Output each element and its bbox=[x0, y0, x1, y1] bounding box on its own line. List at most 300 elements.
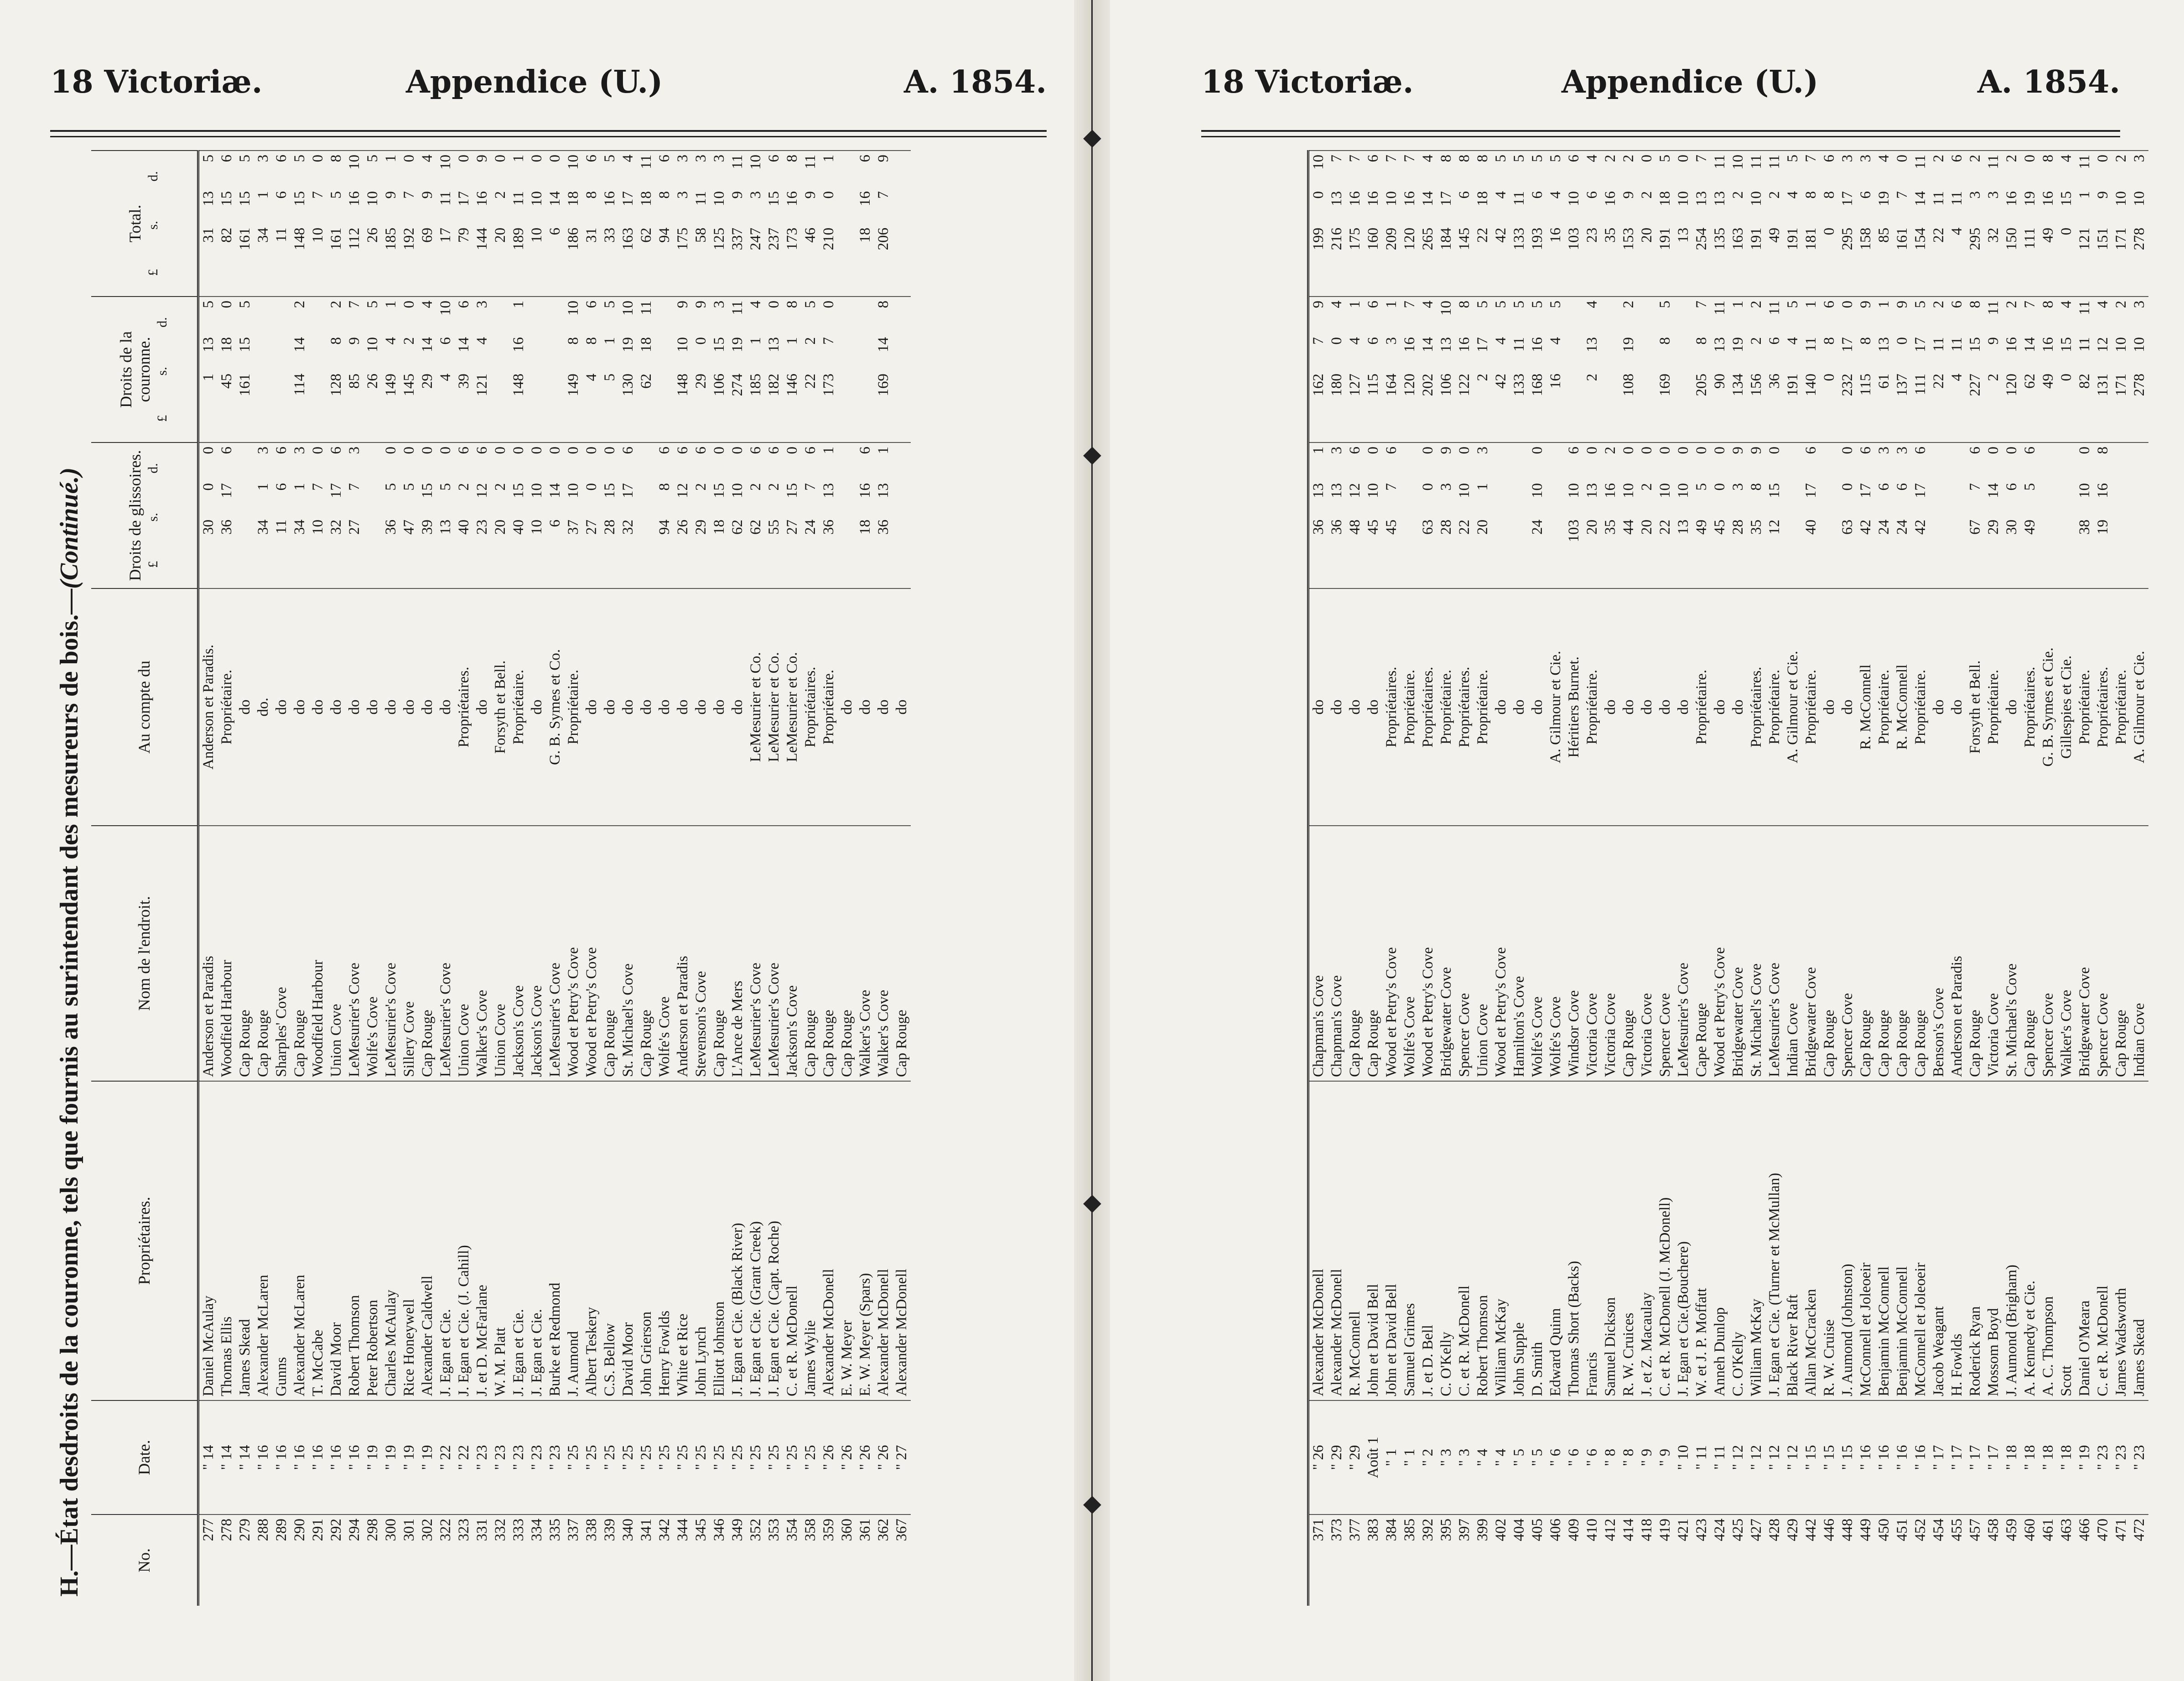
row-proprietaire: Benjamin McConnell bbox=[1893, 1081, 1911, 1400]
pence: 5 bbox=[1511, 301, 1527, 308]
row-endroit: Walker's Cove bbox=[874, 826, 892, 1081]
row-number: 373 bbox=[1328, 1514, 1346, 1606]
pence: 0 bbox=[1894, 155, 1910, 162]
row-day: 25 bbox=[656, 1445, 673, 1460]
row-day: 25 bbox=[583, 1445, 600, 1460]
table-row bbox=[1875, 151, 1893, 1606]
row-glissoires bbox=[1382, 442, 1401, 588]
pounds: 37 bbox=[565, 520, 581, 535]
row-number: 457 bbox=[1966, 1514, 1984, 1606]
table-row bbox=[1638, 151, 1656, 1606]
col-couronne-label: Droits de la couronne. bbox=[117, 331, 153, 408]
row-endroit: Wood et Petry's Cove bbox=[1492, 826, 1510, 1081]
row-date bbox=[892, 1400, 911, 1514]
row-proprietaire: Alexander McDonell bbox=[820, 1081, 838, 1400]
row-day: 23 bbox=[474, 1445, 490, 1460]
row-date bbox=[1930, 1400, 1948, 1514]
row-glissoires bbox=[1528, 442, 1546, 588]
pounds: 2 bbox=[1985, 374, 2002, 381]
shillings: 8 bbox=[583, 191, 600, 199]
row-total bbox=[1419, 151, 1437, 297]
row-total bbox=[1966, 151, 1984, 297]
row-total bbox=[838, 151, 856, 297]
row-endroit: Jackson's Cove bbox=[509, 826, 528, 1081]
shillings: 11 bbox=[1949, 191, 1965, 206]
pounds: 27 bbox=[784, 520, 800, 535]
shillings: 6 bbox=[1894, 483, 1910, 491]
row-couronne bbox=[1875, 297, 1893, 442]
shillings: 1 bbox=[2076, 191, 2093, 199]
table-row bbox=[564, 151, 582, 1606]
shillings: 13 bbox=[766, 337, 782, 352]
row-endroit: Cap Rouge bbox=[2112, 826, 2130, 1081]
pounds: 85 bbox=[1876, 228, 1892, 243]
row-glissoires bbox=[473, 442, 491, 588]
row-month: Août bbox=[1365, 1448, 1381, 1478]
shillings: 14 bbox=[875, 337, 892, 352]
row-glissoires bbox=[1820, 442, 1838, 588]
row-proprietaire: Alexander McLaren bbox=[291, 1081, 309, 1400]
row-couronne bbox=[2112, 297, 2130, 442]
row-day: 26 bbox=[875, 1445, 892, 1460]
row-proprietaire: Alexander McDonell bbox=[892, 1081, 911, 1400]
pence: 5 bbox=[602, 301, 618, 308]
row-total bbox=[363, 151, 382, 297]
pounds: 11 bbox=[273, 228, 290, 242]
table-row bbox=[1583, 151, 1601, 1606]
row-month: " bbox=[1730, 1463, 1746, 1470]
row-glissoires bbox=[1674, 442, 1692, 588]
pence: 0 bbox=[383, 447, 399, 454]
row-couronne bbox=[254, 297, 272, 442]
row-total bbox=[236, 151, 254, 297]
row-date bbox=[655, 1400, 674, 1514]
shillings: 16 bbox=[1365, 191, 1381, 206]
row-number: 367 bbox=[892, 1514, 911, 1606]
pence: 1 bbox=[875, 447, 892, 454]
pounds: 23 bbox=[474, 520, 490, 535]
shillings: 13 bbox=[1876, 337, 1892, 352]
row-date bbox=[1455, 1400, 1473, 1514]
row-endroit: Jackson's Cove bbox=[783, 826, 801, 1081]
pence: 5 bbox=[200, 301, 217, 308]
shillings: 15 bbox=[218, 191, 235, 206]
row-endroit: Windsor Cove bbox=[1565, 826, 1583, 1081]
row-glissoires bbox=[1729, 442, 1747, 588]
row-proprietaire: Robert Thomson bbox=[1473, 1081, 1492, 1400]
row-month: " bbox=[1420, 1460, 1436, 1467]
pounds: 32 bbox=[328, 520, 344, 535]
table-row bbox=[674, 151, 692, 1606]
shillings: 7 bbox=[1383, 483, 1400, 491]
row-number: 360 bbox=[838, 1514, 856, 1606]
shillings: 17 bbox=[1474, 337, 1491, 352]
row-compte: Propriétaires. bbox=[2021, 588, 2039, 826]
row-glissoires bbox=[1510, 442, 1528, 588]
row-day: 18 bbox=[2022, 1445, 2038, 1460]
row-month: " bbox=[1675, 1463, 1691, 1470]
row-date bbox=[2130, 1400, 2148, 1514]
pence: 4 bbox=[2095, 301, 2111, 308]
table-row bbox=[2094, 151, 2112, 1606]
pence: 0 bbox=[529, 155, 545, 162]
pounds: 122 bbox=[1456, 374, 1473, 396]
pence: 6 bbox=[747, 447, 764, 454]
shillings: 15 bbox=[1967, 337, 1983, 352]
pounds: 184 bbox=[1438, 228, 1454, 250]
row-date bbox=[327, 1400, 345, 1514]
pounds: 20 bbox=[1584, 520, 1600, 535]
row-total bbox=[1308, 151, 1328, 297]
shillings: 8 bbox=[328, 337, 344, 345]
table-row bbox=[619, 151, 637, 1606]
pounds: 36 bbox=[1766, 374, 1783, 389]
shillings: 8 bbox=[1821, 191, 1837, 199]
shillings: 13 bbox=[200, 191, 217, 206]
row-month: " bbox=[1985, 1463, 2002, 1470]
row-day: 18 bbox=[2058, 1445, 2075, 1460]
pence: 0 bbox=[310, 155, 326, 162]
row-compte: R. McConnell bbox=[1893, 588, 1911, 826]
row-couronne bbox=[1966, 297, 1984, 442]
row-endroit: Cap Rouge bbox=[710, 826, 728, 1081]
shillings: 7 bbox=[875, 191, 892, 199]
row-proprietaire: J. Aumond bbox=[564, 1081, 582, 1400]
row-total bbox=[2094, 151, 2112, 297]
row-number: 409 bbox=[1565, 1514, 1583, 1606]
shillings: 17 bbox=[328, 483, 344, 498]
row-compte: Propriétaire. bbox=[1401, 588, 1419, 826]
pounds: 265 bbox=[1420, 228, 1436, 250]
pence: 10 bbox=[1310, 155, 1327, 170]
table-row bbox=[1656, 151, 1674, 1606]
table-row bbox=[418, 151, 436, 1606]
row-total bbox=[601, 151, 619, 297]
row-date bbox=[674, 1400, 692, 1514]
table-row bbox=[1437, 151, 1455, 1606]
pence: 5 bbox=[291, 155, 308, 162]
row-compte: Propriétaire. bbox=[1583, 588, 1601, 826]
row-month: " bbox=[1511, 1460, 1527, 1467]
row-number: 341 bbox=[637, 1514, 655, 1606]
row-proprietaire: Charles McAulay bbox=[382, 1081, 400, 1400]
row-couronne bbox=[1473, 297, 1492, 442]
right-table-frame bbox=[1201, 151, 2148, 1606]
shillings: 15 bbox=[291, 191, 308, 206]
row-couronne bbox=[455, 297, 473, 442]
row-compte: do bbox=[655, 588, 674, 826]
row-proprietaire: J. et Z. Macaulay bbox=[1638, 1081, 1656, 1400]
row-compte: Propriétaires. bbox=[801, 588, 820, 826]
pounds: 24 bbox=[1529, 520, 1546, 535]
row-couronne bbox=[1437, 297, 1455, 442]
pounds: 193 bbox=[1529, 228, 1546, 250]
row-compte: do bbox=[1619, 588, 1638, 826]
row-date bbox=[1674, 1400, 1692, 1514]
row-day: 16 bbox=[310, 1445, 326, 1460]
pence: 6 bbox=[273, 447, 290, 454]
pounds: 62 bbox=[729, 520, 746, 535]
pounds: 58 bbox=[693, 228, 709, 243]
pence: 5 bbox=[1474, 301, 1491, 308]
row-proprietaire: Samuel Grimes bbox=[1401, 1081, 1419, 1400]
row-total bbox=[1601, 151, 1619, 297]
row-number: 384 bbox=[1382, 1514, 1401, 1606]
pence: 6 bbox=[620, 447, 636, 454]
shillings: 4 bbox=[474, 337, 490, 345]
row-compte: do bbox=[728, 588, 747, 826]
pence: 4 bbox=[1584, 155, 1600, 162]
row-month: " bbox=[857, 1463, 873, 1470]
table-row bbox=[1802, 151, 1820, 1606]
row-proprietaire: E. W. Meyer (Spars) bbox=[856, 1081, 874, 1400]
row-number: 323 bbox=[455, 1514, 473, 1606]
row-day: 22 bbox=[437, 1445, 454, 1460]
row-total bbox=[1765, 151, 1784, 297]
row-compte: Propriétaire. bbox=[564, 588, 582, 826]
row-compte: Propriétaires. bbox=[1419, 588, 1437, 826]
row-compte: Propriétaire. bbox=[1473, 588, 1492, 826]
pence: 11 bbox=[1748, 155, 1764, 169]
row-couronne bbox=[1583, 297, 1601, 442]
row-day: 10 bbox=[1675, 1445, 1691, 1460]
shillings: 0 bbox=[1310, 191, 1327, 199]
pence: 11 bbox=[1985, 155, 2002, 169]
row-month: " bbox=[766, 1463, 782, 1470]
row-couronne bbox=[436, 297, 455, 442]
row-proprietaire: J. Egan et Cie. bbox=[436, 1081, 455, 1400]
row-total bbox=[1473, 151, 1492, 297]
pence: 11 bbox=[1985, 301, 2002, 315]
row-day: 25 bbox=[784, 1445, 800, 1460]
row-date bbox=[418, 1400, 436, 1514]
pounds: 36 bbox=[875, 520, 892, 535]
row-glissoires bbox=[1401, 442, 1419, 588]
table-row bbox=[491, 151, 509, 1606]
row-number: 354 bbox=[783, 1514, 801, 1606]
shillings: 1 bbox=[255, 191, 271, 199]
row-number: 446 bbox=[1820, 1514, 1838, 1606]
pounds: 82 bbox=[218, 228, 235, 243]
table-row bbox=[692, 151, 710, 1606]
row-glissoires bbox=[509, 442, 528, 588]
row-proprietaire: Francis bbox=[1583, 1081, 1601, 1400]
shillings: 2 bbox=[747, 483, 764, 491]
pence: 6 bbox=[583, 155, 600, 162]
pounds: 2 bbox=[1474, 374, 1491, 381]
row-couronne bbox=[1455, 297, 1473, 442]
row-month: " bbox=[1493, 1460, 1509, 1467]
pence: 0 bbox=[1766, 447, 1783, 454]
row-number: 277 bbox=[198, 1514, 218, 1606]
shillings: 4 bbox=[383, 337, 399, 345]
row-day: 3 bbox=[1438, 1448, 1454, 1457]
row-month: " bbox=[1821, 1463, 1837, 1470]
shillings: 10 bbox=[2113, 191, 2129, 206]
pounds: 137 bbox=[1894, 374, 1910, 396]
pence: 3 bbox=[2131, 155, 2148, 162]
shillings: 11 bbox=[1930, 191, 1947, 206]
row-endroit: Walker's Cove bbox=[2057, 826, 2075, 1081]
pounds: 20 bbox=[1639, 228, 1655, 243]
row-total bbox=[291, 151, 309, 297]
pounds: 22 bbox=[1930, 374, 1947, 389]
shillings: 11 bbox=[693, 191, 709, 206]
row-couronne bbox=[2002, 297, 2021, 442]
pounds: 131 bbox=[2095, 374, 2111, 396]
pence: 3 bbox=[2131, 301, 2148, 308]
row-date bbox=[382, 1400, 400, 1514]
row-day: 26 bbox=[839, 1445, 855, 1460]
row-date bbox=[1911, 1400, 1930, 1514]
table-row bbox=[1601, 151, 1619, 1606]
pounds: 146 bbox=[784, 374, 800, 396]
pounds: 112 bbox=[346, 228, 363, 250]
row-endroit: Cap Rouge bbox=[291, 826, 309, 1081]
row-proprietaire: Anneh Dunlop bbox=[1711, 1081, 1729, 1400]
shillings: 2 bbox=[1639, 483, 1655, 491]
row-compte: G. B. Symes et Cie. bbox=[2039, 588, 2057, 826]
row-proprietaire: John et David Bell bbox=[1382, 1081, 1401, 1400]
shillings: 14 bbox=[291, 337, 308, 352]
pounds: 115 bbox=[1365, 374, 1381, 396]
shillings: 1 bbox=[747, 337, 764, 345]
row-proprietaire: C.S. Bellow bbox=[601, 1081, 619, 1400]
row-endroit: Wood et Petry's Cove bbox=[564, 826, 582, 1081]
row-compte: do bbox=[1930, 588, 1948, 826]
row-number: 428 bbox=[1765, 1514, 1784, 1606]
row-number: 377 bbox=[1346, 1514, 1364, 1606]
row-couronne bbox=[218, 297, 236, 442]
left-running-head bbox=[50, 55, 1047, 105]
col-total bbox=[91, 151, 198, 297]
row-glissoires bbox=[400, 442, 418, 588]
pence: 2 bbox=[1602, 155, 1619, 162]
row-glissoires bbox=[838, 442, 856, 588]
table-row bbox=[1711, 151, 1729, 1606]
pounds: 63 bbox=[1420, 520, 1436, 535]
row-day: 5 bbox=[1511, 1448, 1527, 1457]
row-total bbox=[1820, 151, 1838, 297]
shillings: 18 bbox=[638, 337, 654, 352]
table-row bbox=[509, 151, 528, 1606]
table-row bbox=[309, 151, 327, 1606]
row-proprietaire: Alexander McDonell bbox=[1308, 1081, 1328, 1400]
shillings: 0 bbox=[1328, 337, 1345, 345]
row-compte: Propriétaire. bbox=[1984, 588, 2002, 826]
row-day: 25 bbox=[674, 1445, 691, 1460]
shillings: 6 bbox=[1857, 191, 1874, 199]
row-date bbox=[1510, 1400, 1528, 1514]
left-head-rule bbox=[50, 130, 1047, 132]
pounds: 20 bbox=[1474, 520, 1491, 535]
row-day: 25 bbox=[802, 1445, 819, 1460]
pounds: 55 bbox=[766, 520, 782, 535]
row-compte: do bbox=[363, 588, 382, 826]
table-row bbox=[1984, 151, 2002, 1606]
right-header-row bbox=[1201, 151, 1308, 1606]
pence: 6 bbox=[857, 155, 873, 162]
shillings: 9 bbox=[383, 191, 399, 199]
shillings: 6 bbox=[437, 337, 454, 345]
money-units: £ s. d. bbox=[145, 463, 161, 568]
row-day: 5 bbox=[1529, 1448, 1546, 1457]
row-compte: do bbox=[382, 588, 400, 826]
pounds: 149 bbox=[565, 374, 581, 396]
row-month: " bbox=[200, 1463, 217, 1470]
row-endroit: Cap Rouge bbox=[1619, 826, 1638, 1081]
row-total bbox=[1784, 151, 1802, 297]
row-proprietaire: Jacob Weagant bbox=[1930, 1081, 1948, 1400]
row-couronne bbox=[1930, 297, 1948, 442]
row-day: 1 bbox=[1401, 1448, 1418, 1457]
row-couronne bbox=[1674, 297, 1692, 442]
pounds: 36 bbox=[1328, 520, 1345, 535]
row-day: 11 bbox=[1712, 1445, 1728, 1460]
row-compte: do bbox=[1656, 588, 1674, 826]
shillings: 16 bbox=[784, 191, 800, 206]
shillings: 14 bbox=[1985, 483, 2002, 498]
pence: 2 bbox=[2003, 301, 2020, 308]
row-day: 1 bbox=[1365, 1436, 1381, 1445]
row-endroit: Union Cove bbox=[491, 826, 509, 1081]
pence: 4 bbox=[620, 155, 636, 162]
row-day: 14 bbox=[237, 1445, 253, 1460]
row-compte: Propriétaire. bbox=[1437, 588, 1455, 826]
row-couronne bbox=[473, 297, 491, 442]
shillings: 13 bbox=[875, 483, 892, 498]
pounds: 61 bbox=[1876, 374, 1892, 389]
row-total bbox=[1948, 151, 1966, 297]
table-row bbox=[1346, 151, 1364, 1606]
left-table-frame bbox=[91, 151, 985, 1606]
row-total bbox=[1838, 151, 1857, 297]
row-endroit: Cap Rouge bbox=[601, 826, 619, 1081]
row-date bbox=[1382, 1400, 1401, 1514]
table-row bbox=[1948, 151, 1966, 1606]
row-number: 424 bbox=[1711, 1514, 1729, 1606]
row-month: " bbox=[529, 1463, 545, 1470]
row-date bbox=[1656, 1400, 1674, 1514]
row-couronne bbox=[345, 297, 363, 442]
pence: 6 bbox=[674, 447, 691, 454]
row-date bbox=[1492, 1400, 1510, 1514]
pence: 1 bbox=[1730, 301, 1746, 308]
pounds: 169 bbox=[875, 374, 892, 396]
pounds: 1 bbox=[200, 374, 217, 381]
row-endroit: Jackson's Cove bbox=[528, 826, 546, 1081]
row-total bbox=[1692, 151, 1711, 297]
row-couronne bbox=[382, 297, 400, 442]
pence: 2 bbox=[2113, 155, 2129, 162]
row-day: 29 bbox=[1347, 1445, 1363, 1460]
pounds: 5 bbox=[602, 374, 618, 381]
row-date bbox=[1893, 1400, 1911, 1514]
row-date bbox=[1966, 1400, 1984, 1514]
shillings: 15 bbox=[510, 483, 527, 498]
pence: 1 bbox=[820, 447, 837, 454]
row-month: " bbox=[401, 1463, 417, 1470]
row-endroit: LeMesurier's Cove bbox=[382, 826, 400, 1081]
pounds: 108 bbox=[1620, 374, 1637, 396]
row-day: 17 bbox=[1985, 1445, 2002, 1460]
table-row bbox=[1729, 151, 1747, 1606]
right-head-appendix: Appendice (U.) bbox=[1561, 64, 1819, 100]
pence: 7 bbox=[346, 301, 363, 308]
row-glissoires bbox=[2130, 442, 2148, 588]
row-month: " bbox=[693, 1463, 709, 1470]
row-compte: A. Gilmour et Cie. bbox=[1546, 588, 1565, 826]
